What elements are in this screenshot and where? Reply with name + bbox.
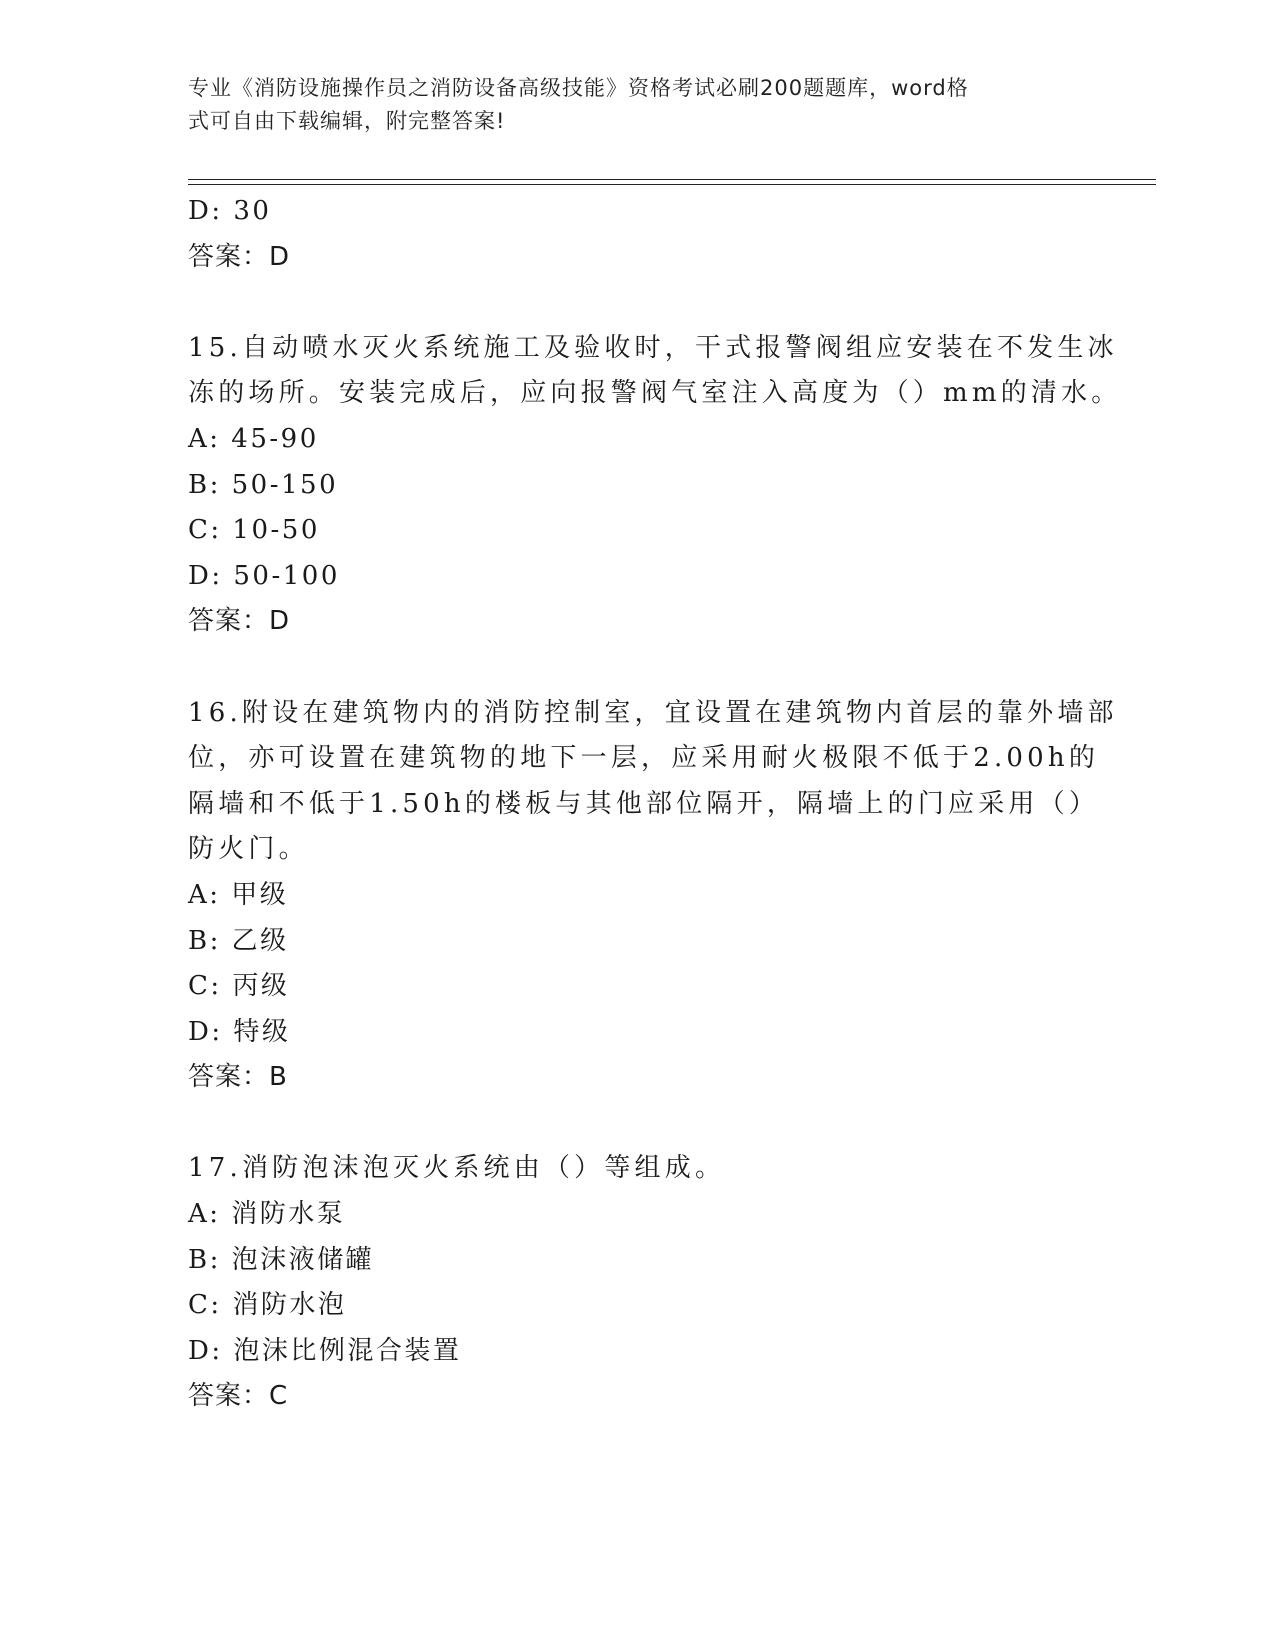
option-d: D: 30 [188, 196, 272, 226]
header-line-2: 式可自由下载编辑，附完整答案! [188, 109, 506, 133]
option-b: B: 泡沫液储罐 [188, 1244, 375, 1275]
option-c: C: 消防水泡 [188, 1290, 347, 1321]
stem-line: 16.附设在建筑物内的消防控制室，宜设置在建筑物内首层的靠外墙部 [188, 697, 1118, 728]
option-c: C: 10-50 [188, 515, 320, 546]
option-b: B: 50-150 [188, 469, 339, 500]
header-divider-top [188, 179, 1156, 180]
stem-line: 冻的场所。安装完成后，应向报警阀气室注入高度为（）mm的清水。 [188, 378, 1122, 409]
stem-line: 17.消防泡沫泡灭火系统由（）等组成。 [188, 1153, 726, 1184]
option-d: D: 特级 [188, 1016, 291, 1047]
option-d: D: 50-100 [188, 560, 340, 591]
spacer [188, 1101, 1088, 1147]
answer-line: 答案：D [188, 241, 291, 272]
document-header [188, 72, 1068, 138]
previous-question-tail [188, 189, 1088, 280]
stem-line: 隔墙和不低于1.50h的楼板与其他部位隔开，隔墙上的门应采用（） [188, 788, 1100, 819]
answer-line: 答案：B [188, 1062, 288, 1093]
option-a: A: 消防水泵 [188, 1199, 346, 1230]
option-d: D: 泡沫比例混合装置 [188, 1335, 462, 1366]
question-15 [188, 326, 1122, 645]
option-b: B: 乙级 [188, 925, 289, 956]
option-c: C: 丙级 [188, 971, 290, 1002]
header-line-1: 专业《消防设施操作员之消防设备高级技能》资格考试必刷200题题库，word格 [188, 76, 969, 100]
header-divider-bottom [188, 184, 1156, 185]
answer-line: 答案：D [188, 606, 291, 637]
question-16 [188, 691, 1118, 1101]
stem-line: 15.自动喷水灭火系统施工及验收时，干式报警阀组应安装在不发生冰 [188, 332, 1118, 363]
document-body [188, 189, 1122, 1420]
question-17 [188, 1146, 1088, 1420]
spacer [188, 280, 1088, 326]
question-stem [188, 1146, 1088, 1192]
spacer [188, 645, 1088, 691]
question-stem [188, 691, 1118, 873]
question-stem [188, 326, 1122, 417]
option-a: A: 45-90 [188, 423, 319, 454]
stem-line: 防火门。 [188, 834, 309, 865]
option-a: A: 甲级 [188, 879, 289, 910]
answer-line: 答案：C [188, 1381, 289, 1412]
stem-line: 位，亦可设置在建筑物的地下一层，应采用耐火极限不低于2.00h的 [188, 743, 1100, 774]
